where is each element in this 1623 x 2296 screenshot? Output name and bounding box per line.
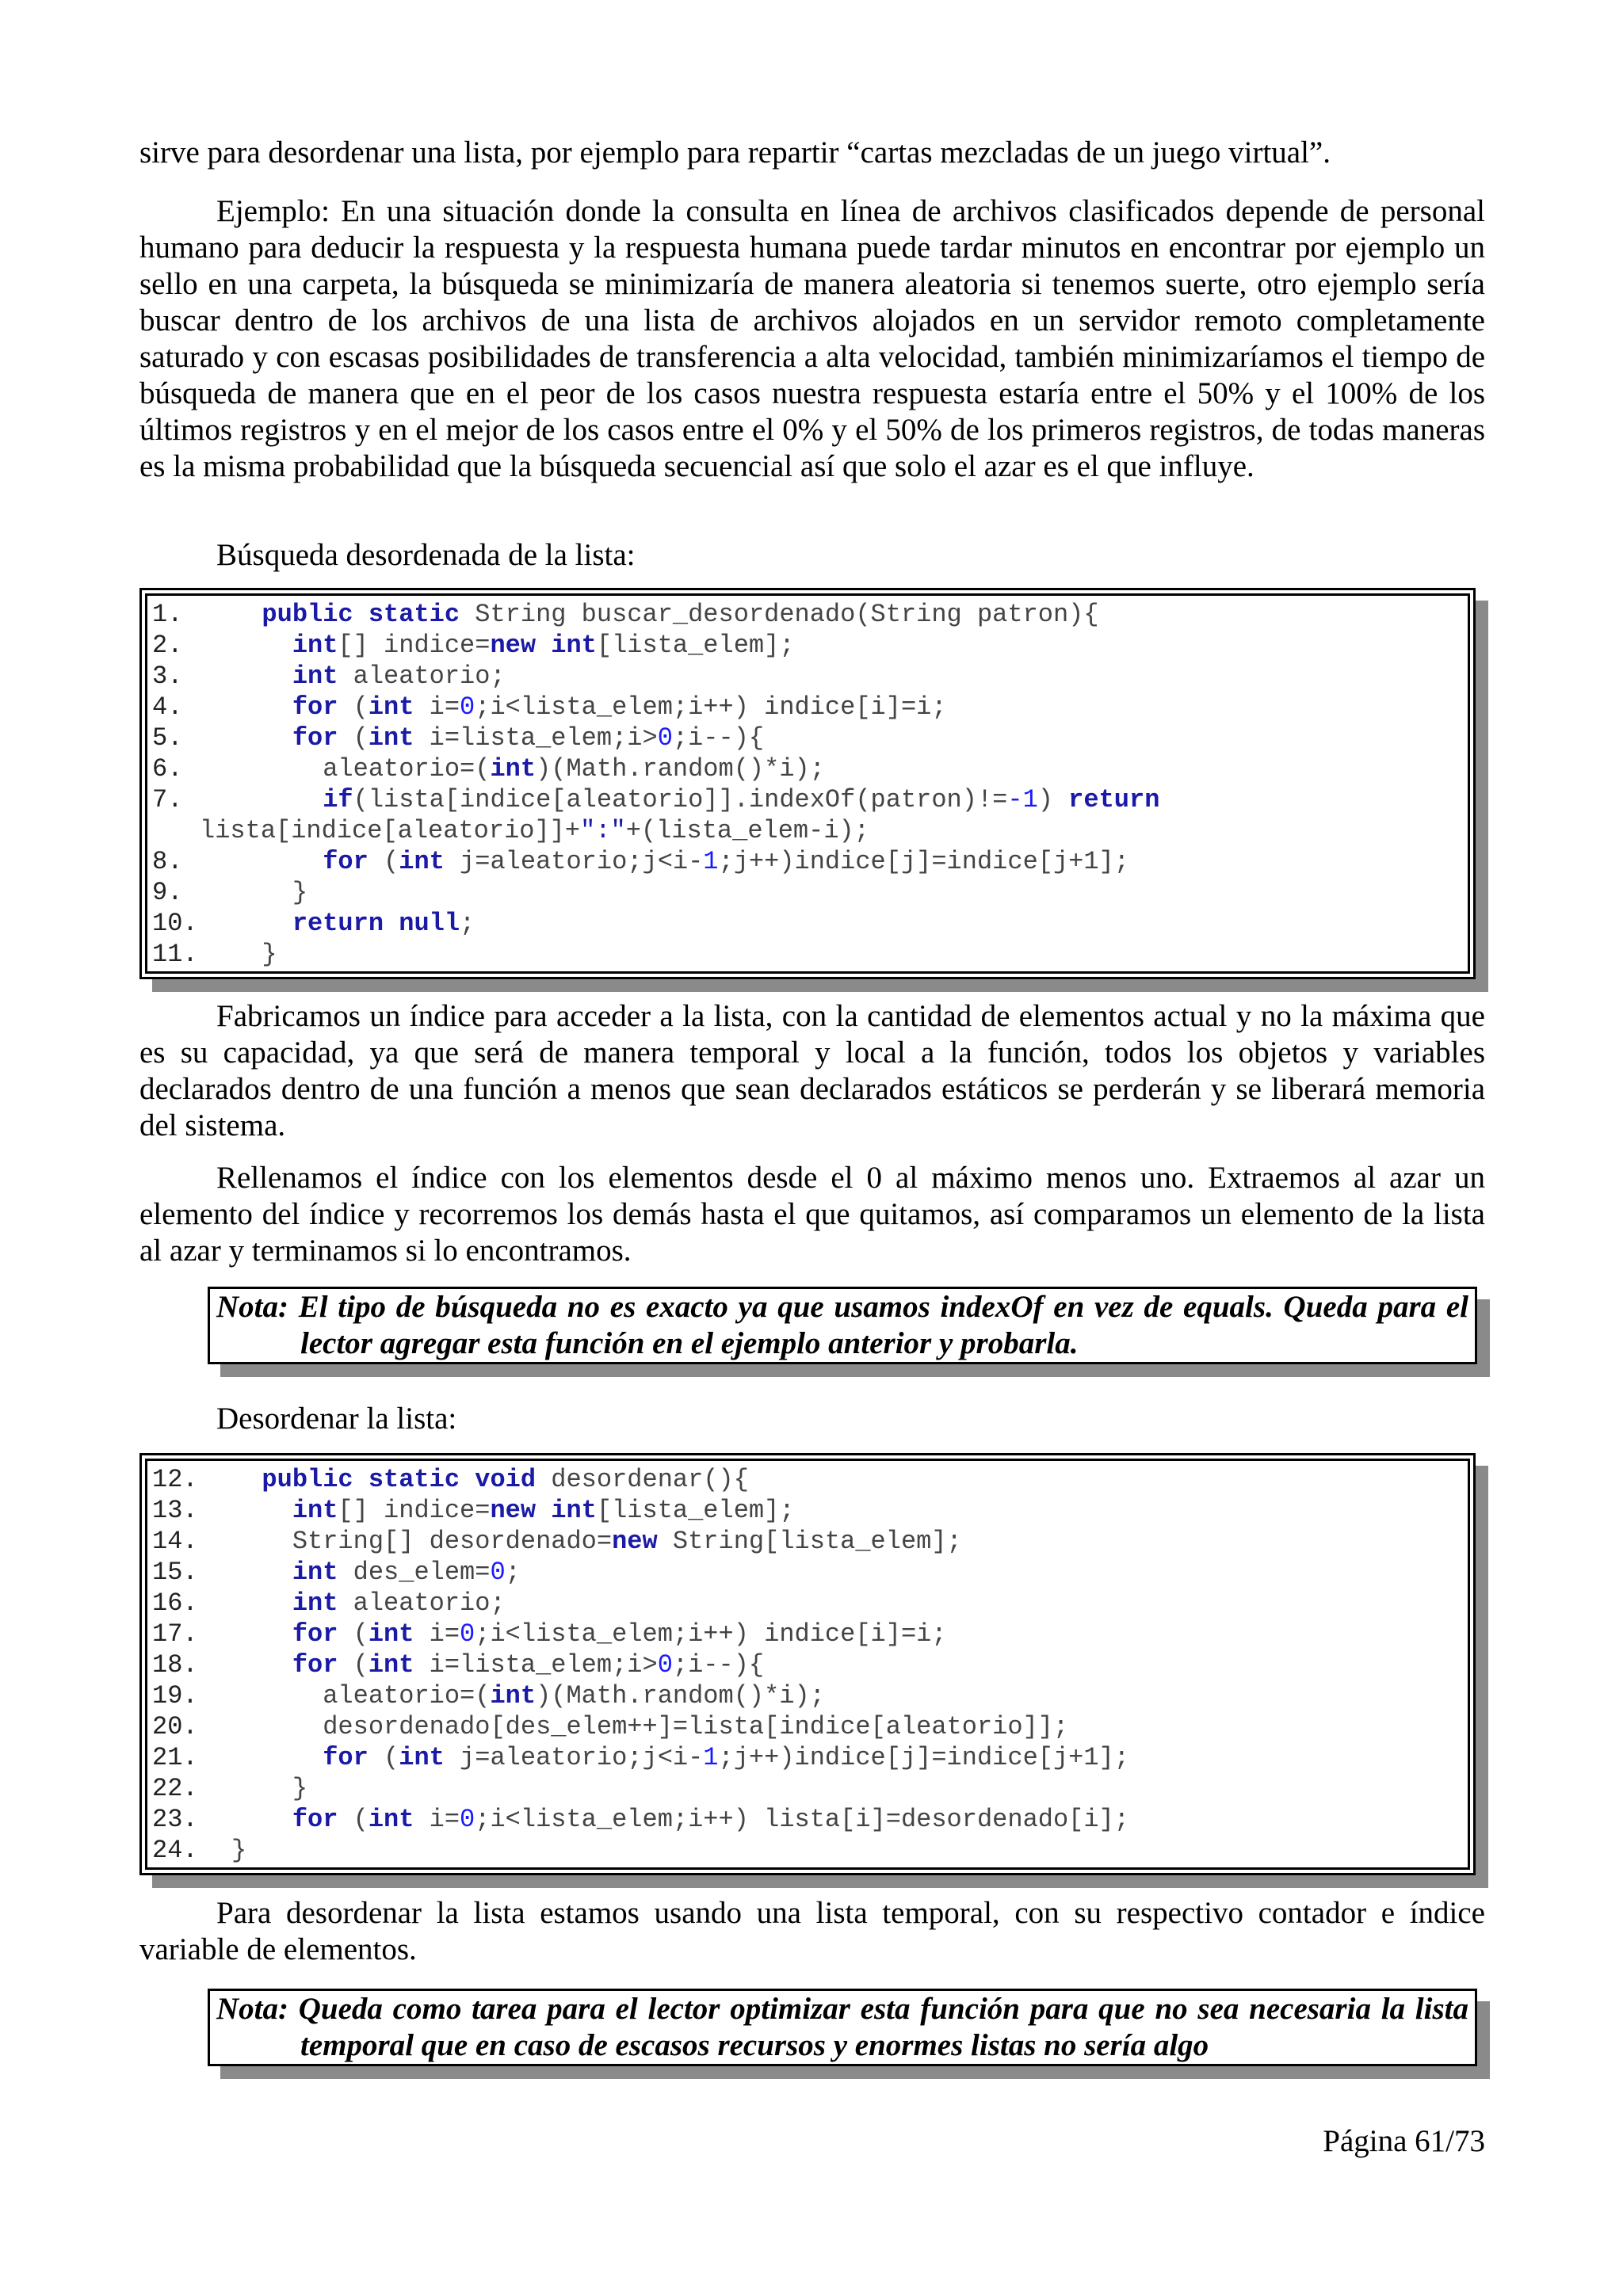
section-heading-shuffle: Desordenar la lista: <box>216 1402 457 1436</box>
code1-line <box>152 939 1463 970</box>
note-text-equals: Nota: El tipo de búsqueda no es exacto ya que usamos indexOf en vez de equals. Queda para el lector agregar esta función en el ejemplo anterior y probarla. <box>216 1290 1468 1360</box>
line-number: 15. <box>152 1558 198 1587</box>
code2-line <box>152 1680 1463 1711</box>
paragraph-temporary-list: Para desordenar la lista estamos usando una lista temporal, con su respectivo contador e índice variable de elementos. <box>139 1896 1485 1966</box>
line-number: 22. <box>152 1774 198 1803</box>
paragraph-index-explanation: Fabricamos un índice para acceder a la lista, con la cantidad de elementos actual y no la máxima que es su capacidad, ya que será de manera temporal y local a la función, todos los objetos y variables declarados dentro de una función a menos que sean declarados estáticos se perderán y se liberará memoria del sistema. <box>139 999 1485 1142</box>
code-text: } <box>231 940 277 969</box>
code-text: String[] desordenado=new String[lista_elem]; <box>231 1527 962 1556</box>
line-number: 1. <box>152 600 183 629</box>
code-text: aleatorio=(int)(Math.random()*i); <box>231 754 825 784</box>
line-number: 20. <box>152 1712 198 1741</box>
code-text: int aleatorio; <box>292 1589 506 1618</box>
line-number: 21. <box>152 1743 198 1772</box>
code-text: int[] indice=new int[lista_elem]; <box>292 631 795 660</box>
code-block-search-inner <box>145 593 1470 974</box>
code1-line <box>152 784 1463 815</box>
code2-line <box>152 1711 1463 1742</box>
code-text: return null; <box>292 909 475 938</box>
line-number: 2. <box>152 631 183 660</box>
line-number: 4. <box>152 692 183 722</box>
line-number: 23. <box>152 1805 198 1834</box>
code-text: int[] indice=new int[lista_elem]; <box>292 1496 795 1525</box>
code1-line <box>152 908 1463 939</box>
note-text-optimize: Nota: Queda como tarea para el lector optimizar esta función para que no sea necesaria la lista temporal que en caso de escasos recursos y enormes listas no sería algo <box>216 1992 1468 2062</box>
code2-line <box>152 1835 1463 1866</box>
code-text: int des_elem=0; <box>292 1558 521 1587</box>
code-block-shuffle-inner <box>145 1459 1470 1870</box>
page-number: Página 61/73 <box>1323 2124 1485 2158</box>
line-number: 18. <box>152 1650 198 1680</box>
code2-line <box>152 1742 1463 1773</box>
code2-line <box>152 1526 1463 1557</box>
line-number: 19. <box>152 1681 198 1711</box>
line-number: 24. <box>152 1836 198 1865</box>
code2-line <box>152 1619 1463 1650</box>
code-text: } <box>231 878 308 907</box>
code1-line <box>152 630 1463 661</box>
code2-line <box>152 1588 1463 1619</box>
code-text: aleatorio=(int)(Math.random()*i); <box>231 1681 825 1711</box>
code2-line <box>152 1650 1463 1680</box>
code-text: for (int i=0;i<lista_elem;i++) indice[i]=i; <box>292 692 947 722</box>
code2-line <box>152 1464 1463 1495</box>
code1-line <box>152 599 1463 630</box>
code-text: public static String buscar_desordenado(String patron){ <box>262 600 1099 629</box>
line-number: 6. <box>152 754 183 784</box>
code-text: for (int i=lista_elem;i>0;i--){ <box>292 723 765 753</box>
note-box-equals <box>208 1287 1477 1364</box>
line-number: 9. <box>152 878 183 907</box>
line-number: 12. <box>152 1465 198 1494</box>
code-text: } <box>231 1836 247 1865</box>
line-number: 10. <box>152 909 198 938</box>
code1-line <box>152 661 1463 692</box>
code2-line <box>152 1773 1463 1804</box>
code-text: int aleatorio; <box>292 662 506 691</box>
code-text: public static void desordenar(){ <box>262 1465 749 1494</box>
line-number: 13. <box>152 1496 198 1525</box>
code2-line <box>152 1804 1463 1835</box>
line-number: 14. <box>152 1527 198 1556</box>
code1-line <box>152 692 1463 723</box>
code1-line <box>152 815 1463 846</box>
code-text: for (int i=0;i<lista_elem;i++) lista[i]=desordenado[i]; <box>292 1805 1129 1834</box>
code-text: if(lista[indice[aleatorio]].indexOf(patron)!=-1) return <box>323 785 1160 814</box>
code-text: for (int j=aleatorio;j<i-1;j++)indice[j]=indice[j+1]; <box>323 1743 1129 1772</box>
note-box-optimize <box>208 1989 1477 2066</box>
code1-line <box>152 846 1463 877</box>
code1-line <box>152 723 1463 753</box>
code-text: } <box>231 1774 308 1803</box>
code-text: desordenado[des_elem++]=lista[indice[aleatorio]]; <box>231 1712 1069 1741</box>
code1-line <box>152 753 1463 784</box>
code-block-shuffle <box>139 1453 1476 1875</box>
line-number: 8. <box>152 847 183 876</box>
code2-line <box>152 1495 1463 1526</box>
code-block-search <box>139 588 1476 979</box>
line-number: 5. <box>152 723 183 753</box>
code-text: for (int i=0;i<lista_elem;i++) indice[i]=i; <box>292 1619 947 1649</box>
section-heading-search: Búsqueda desordenada de la lista: <box>216 538 636 572</box>
code1-line <box>152 877 1463 908</box>
paragraph-example: Ejemplo: En una situación donde la consulta en línea de archivos clasificados depende de personal humano para deducir la respuesta y la respuesta humana puede tardar minutos en encontrar por ejemplo un sello en una carpeta, la búsqueda se minimizaría de manera aleatoria si tenemos suerte, otro ejemplo sería buscar dentro de los archivos de una lista de archivos alojados en un servidor remoto completamente saturado y con escasas posibilidades de transferencia a alta velocidad, también minimizaríamos el tiempo de búsqueda de manera que en el peor de los casos nuestra respuesta estaría entre el 50% y el 100% de los últimos registros y en el mejor de los casos entre el 0% y el 50% de los primeros registros, de todas maneras es la misma probabilidad que la búsqueda secuencial así que solo el azar es el que influye. <box>139 194 1485 483</box>
line-number: 7. <box>152 785 183 814</box>
paragraph-intro: sirve para desordenar una lista, por ejemplo para repartir “cartas mezcladas de un juego virtual”. <box>139 135 1331 170</box>
paragraph-fill-index: Rellenamos el índice con los elementos desde el 0 al máximo menos uno. Extraemos al azar un elemento del índice y recorremos los demás hasta el que quitamos, así comparamos un elemento de la lista al azar y terminamos si lo encontramos. <box>139 1161 1485 1268</box>
line-number: 11. <box>152 940 198 969</box>
line-number: 16. <box>152 1589 198 1618</box>
line-number: 3. <box>152 662 183 691</box>
code2-line <box>152 1557 1463 1588</box>
code-text: for (int i=lista_elem;i>0;i--){ <box>292 1650 765 1680</box>
code-text: lista[indice[aleatorio]]+":"+(lista_elem-i); <box>200 816 869 845</box>
code-text: for (int j=aleatorio;j<i-1;j++)indice[j]=indice[j+1]; <box>323 847 1129 876</box>
line-number: 17. <box>152 1619 198 1649</box>
